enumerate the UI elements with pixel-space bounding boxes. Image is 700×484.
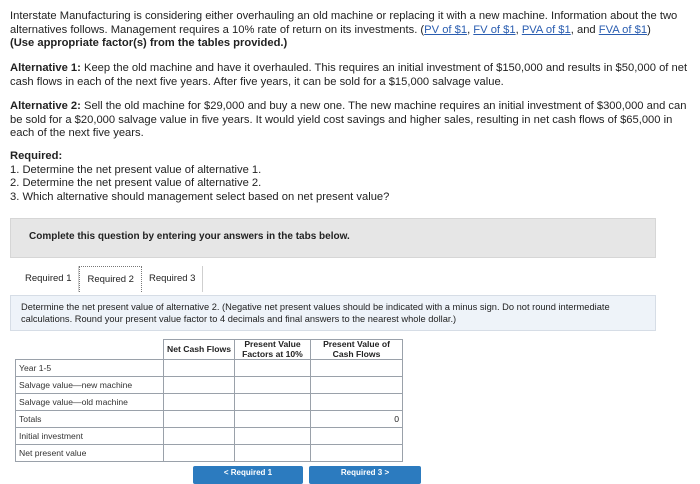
tab-instruction: Determine the net present value of alternative 2. (Negative net present values should be indicated with a minus sign. Do not round intermediate calculations. Round your present value factor to 4 decimals and final answers to the nearest whole dollar.)	[21, 302, 610, 324]
pv-factor-input[interactable]	[235, 377, 311, 394]
net-cash-flow-input[interactable]	[164, 428, 235, 445]
pv-table-link[interactable]: PV of $1	[424, 23, 468, 36]
next-required-button[interactable]: Required 3 >	[309, 466, 421, 484]
alternative-1-text: Keep the old machine and have it overhauled. This requires an initial investment of $150,000 and results in $50,000 of net cash flows in each of the next five years. After five years, it can be sold for a $15,000 salvage value.	[10, 62, 688, 88]
pv-factor-input[interactable]	[235, 445, 311, 462]
alternative-2-text: Sell the old machine for $29,000 and buy a new one. The new machine requires an initial investment of $300,000 and can be sold for a $20,000 salvage value in five years. It would yield cost savings and higher sales, resulting in net cash flows of $65,000 in each of the next five years.	[10, 100, 687, 139]
alternative-1	[10, 62, 690, 89]
row-label: Salvage value—new machine	[16, 377, 164, 394]
row-label: Salvage value—old machine	[16, 394, 164, 411]
row-label: Initial investment	[16, 428, 164, 445]
alternative-1-label: Alternative 1:	[10, 62, 81, 74]
net-cash-flow-input[interactable]	[164, 411, 235, 428]
required-item: 1. Determine the net present value of alternative 1.	[10, 163, 262, 176]
required-item: 2. Determine the net present value of alternative 2.	[10, 177, 262, 189]
table-row	[16, 377, 403, 394]
and-word: and	[576, 23, 596, 36]
totals-value[interactable]: 0	[311, 411, 403, 428]
pv-cash-flow-input[interactable]	[311, 360, 403, 377]
header-net-cash-flows: Net Cash Flows	[164, 340, 235, 360]
net-cash-flow-input[interactable]	[164, 360, 235, 377]
table-row	[16, 360, 403, 377]
required-tabs	[18, 266, 203, 292]
problem-intro: Interstate Manufacturing is considering either overhauling an old machine or replacing it with a new machine. Information about the two alternatives follows. Management requires a 10% rate of return on its investments. (PV of $1, FV of $1, PVA of $1, and FVA of $1) (Use appropriate factor(s) from the tables provided.)	[10, 10, 690, 51]
row-label: Totals	[16, 411, 164, 428]
net-cash-flow-input[interactable]	[164, 394, 235, 411]
pv-factor-input[interactable]	[235, 411, 311, 428]
tab-instruction-box	[10, 295, 656, 331]
net-cash-flow-input[interactable]	[164, 377, 235, 394]
tab-required-1[interactable]: Required 1	[18, 266, 79, 292]
table-row	[16, 445, 403, 462]
table-row	[16, 411, 403, 428]
pv-cash-flow-input[interactable]	[311, 428, 403, 445]
row-label: Net present value	[16, 445, 164, 462]
table-row	[16, 394, 403, 411]
intro-text: Interstate Manufacturing is considering either overhauling an old machine or replacing it with a new machine. Information about the two alternatives follows. Management requires a 10% rate of return on its investments.	[10, 10, 678, 36]
required-section	[10, 150, 690, 204]
npv-table	[15, 339, 403, 462]
alternative-2-label: Alternative 2:	[10, 100, 81, 112]
tab-required-2[interactable]: Required 2	[79, 266, 141, 292]
pv-cash-flow-input[interactable]	[311, 377, 403, 394]
tab-required-3[interactable]: Required 3	[142, 266, 203, 292]
pva-table-link[interactable]: PVA of $1	[521, 23, 571, 36]
table-row	[16, 428, 403, 445]
header-pv-factors: Present Value Factors at 10%	[235, 340, 311, 360]
prev-required-button[interactable]: < Required 1	[193, 466, 303, 484]
header-pv-cash-flows: Present Value of Cash Flows	[311, 340, 403, 360]
row-label: Year 1-5	[16, 360, 164, 377]
alternative-2	[10, 100, 690, 141]
required-item: 3. Which alternative should management select based on net present value?	[10, 190, 390, 203]
pv-factor-input[interactable]	[235, 394, 311, 411]
fva-table-link[interactable]: FVA of $1	[598, 23, 648, 36]
factor-instruction: (Use appropriate factor(s) from the tables provided.)	[10, 37, 288, 49]
pv-cash-flow-input[interactable]	[311, 394, 403, 411]
fv-table-link[interactable]: FV of $1	[473, 23, 516, 36]
complete-banner	[10, 218, 656, 258]
table-header-blank	[16, 340, 164, 360]
required-heading: Required:	[10, 150, 63, 162]
pv-factor-input[interactable]	[235, 360, 311, 377]
net-cash-flow-input[interactable]	[164, 445, 235, 462]
npv-value-input[interactable]	[311, 445, 403, 462]
pv-factor-input[interactable]	[235, 428, 311, 445]
complete-banner-text: Complete this question by entering your answers in the tabs below.	[29, 231, 350, 242]
